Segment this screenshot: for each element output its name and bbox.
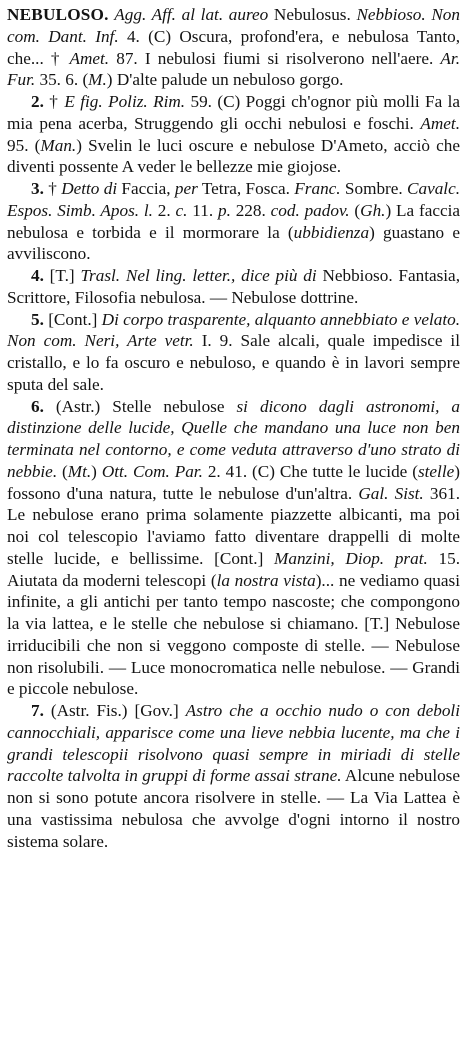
italic-text-run: Gal. Sist.: [358, 483, 424, 503]
sense-7: [7, 700, 460, 852]
text-run: ) La faccia nebulosa e torbida e il mormorare la (: [7, 200, 460, 242]
sense-number: 2.: [31, 92, 44, 111]
sense-body: [7, 310, 460, 394]
headword: NEBULOSO.: [7, 5, 109, 24]
sense-6: [7, 396, 460, 701]
italic-text-run: Mt.: [67, 461, 92, 481]
text-run: ) fossono d'una natura, tutte le nebulose d'un'altra.: [7, 461, 460, 503]
text-run: 2. 41. (C) Che tutte le lucide (: [202, 461, 418, 481]
text-run: (Astr.) Stelle nebulose: [43, 396, 237, 416]
sense-body: [7, 179, 460, 263]
italic-text-run: per: [174, 179, 198, 198]
sense-body: [7, 92, 460, 176]
text-run: [T.]: [43, 266, 81, 285]
sense-2: [7, 91, 460, 178]
entry-nebuloso: [7, 4, 460, 91]
text-run: (Astr. Fis.) [Gov.]: [43, 701, 186, 720]
text-run: Faccia,: [117, 179, 175, 198]
italic-text-run: Man.: [40, 135, 77, 155]
italic-text-run: stelle: [417, 461, 455, 481]
text-run: 95. (: [7, 135, 41, 155]
text-run: ) guastano e avviliscono.: [7, 222, 460, 264]
sense-number: 7.: [31, 701, 44, 720]
text-run: I. 9. Sale alcali, quale impedisce il cristallo, e lo fa oscuro e nebuloso, e quando è in lavori sempre sputa del sale.: [7, 331, 460, 394]
italic-text-run: Amet.: [420, 113, 460, 133]
italic-text-run: cod. padov.: [270, 200, 350, 220]
sense-number: 3.: [31, 179, 44, 198]
text-run: (: [349, 200, 361, 220]
italic-text-run: Astro che a occhio nudo o con deboli cannocchiali, apparisce come una lieve nebbia lucente, ma che i grandi telescopii risolvono quasi sempre in miriadi di stelle raccolte talvolta in gruppi di forme assai strane.: [7, 701, 460, 786]
text-run: Tetra, Fosca.: [197, 179, 295, 198]
text-run: ) Svelin le luci oscure e nebulose D'Ameto, acciò che diventi possente A veder le bellezze mie giojose.: [7, 135, 460, 177]
italic-text-run: ubbidienza: [293, 222, 370, 242]
italic-text-run: Detto di: [61, 179, 118, 198]
sense-number: 5.: [31, 309, 44, 329]
text-run: )... ne vediamo quasi infinite, a gli antichi per tanto tempo nascoste; che compongono la via lattea, e le stelle che nebulose si chiamano. [T.] Nebulose irriducibili che non si veggono composte di stelle. — Nebulose non risolubili. — Luce monocromatica nelle nebulose. — Grandi e piccole nebulose.: [7, 570, 460, 699]
italic-text-run: Gh.: [360, 200, 386, 220]
italic-text-run: c.: [175, 200, 188, 220]
sense-body: [7, 701, 460, 851]
text-run: 2.: [152, 200, 176, 220]
sense-body: [7, 397, 460, 699]
text-run: 11.: [187, 200, 218, 220]
italic-text-run: si dicono dagli astronomi, a distinzione delle lucide, Quelle che mandano una luce non ben terminata nel contorno, e come veduta attraverso d'uno strato di nebbie.: [7, 396, 460, 481]
text-run: 361. Le nebulose erano prima solamente piazzette albicanti, ma poi noi col telescopio l'aviamo fatto diventare drappelli di molte stelle lucide, e bellissime. [Cont.]: [7, 483, 460, 568]
text-run: ) D'alte palude un nebuloso gorgo.: [106, 70, 344, 90]
text-run: (: [57, 461, 68, 481]
text-run: 15. Aiutata da moderni telescopi (: [7, 548, 461, 590]
italic-text-run: Trasl. Nel ling. letter., dice più di: [80, 266, 317, 285]
italic-text-run: Agg. Aff. al lat. aureo: [114, 5, 269, 24]
italic-text-run: Ott. Com. Par.: [101, 461, 203, 481]
text-run: †: [50, 48, 70, 68]
italic-text-run: la nostra vista: [216, 570, 316, 590]
text-run: Nebulosus.: [268, 5, 357, 24]
italic-text-run: Manzini, Diop. prat.: [274, 548, 428, 568]
sense-number: 4.: [31, 266, 44, 285]
italic-text-run: p.: [217, 200, 231, 220]
sense-body: [7, 266, 460, 307]
text-run: †: [43, 92, 65, 111]
italic-text-run: Nebbioso. Non com. Dant. Inf.: [7, 5, 460, 46]
text-run: 4. (C) Oscura, profond'era, e nebulosa Tanto, che...: [7, 26, 460, 68]
text-run: 87. I nebulosi fiumi si risolverono nell'aere.: [109, 48, 441, 68]
sense-5: [7, 309, 460, 396]
text-run: Alcune nebulose non si sono potute ancora risolvere in stelle. — La Via Lattea è una vastissima nebulosa che avvolge d'ogni intorno il nostro sistema solare.: [7, 766, 461, 851]
text-run: Nebbioso. Fantasia, Scrittore, Filosofia nebulosa. — Nebulose dottrine.: [7, 266, 460, 307]
text-run: 228.: [230, 200, 271, 220]
italic-text-run: M.: [88, 70, 107, 90]
text-run: Sombre.: [340, 179, 408, 198]
italic-text-run: Cavalc. Espos. Simb. Apos. l.: [7, 179, 461, 220]
sense-3: [7, 178, 460, 265]
text-run: 35. 6. (: [35, 70, 89, 90]
italic-text-run: Ar. Fur.: [7, 48, 460, 90]
text-run: [Cont.]: [43, 309, 102, 329]
sense-4: [7, 265, 460, 309]
sense-number: 6.: [31, 396, 44, 416]
italic-text-run: Di corpo trasparente, alquanto annebbiato e velato. Non com. Neri, Arte vetr.: [7, 309, 461, 351]
italic-text-run: Franc.: [294, 179, 341, 198]
text-run: 59. (C) Poggi ch'ognor più molli Fa la mia pena acerba, Struggendo gli occhi nebulosi e foschi.: [7, 92, 460, 133]
text-run: †: [43, 179, 62, 198]
italic-text-run: E fig. Poliz. Rim.: [64, 92, 186, 111]
italic-text-run: Amet.: [69, 48, 110, 68]
text-run: ): [91, 461, 102, 481]
